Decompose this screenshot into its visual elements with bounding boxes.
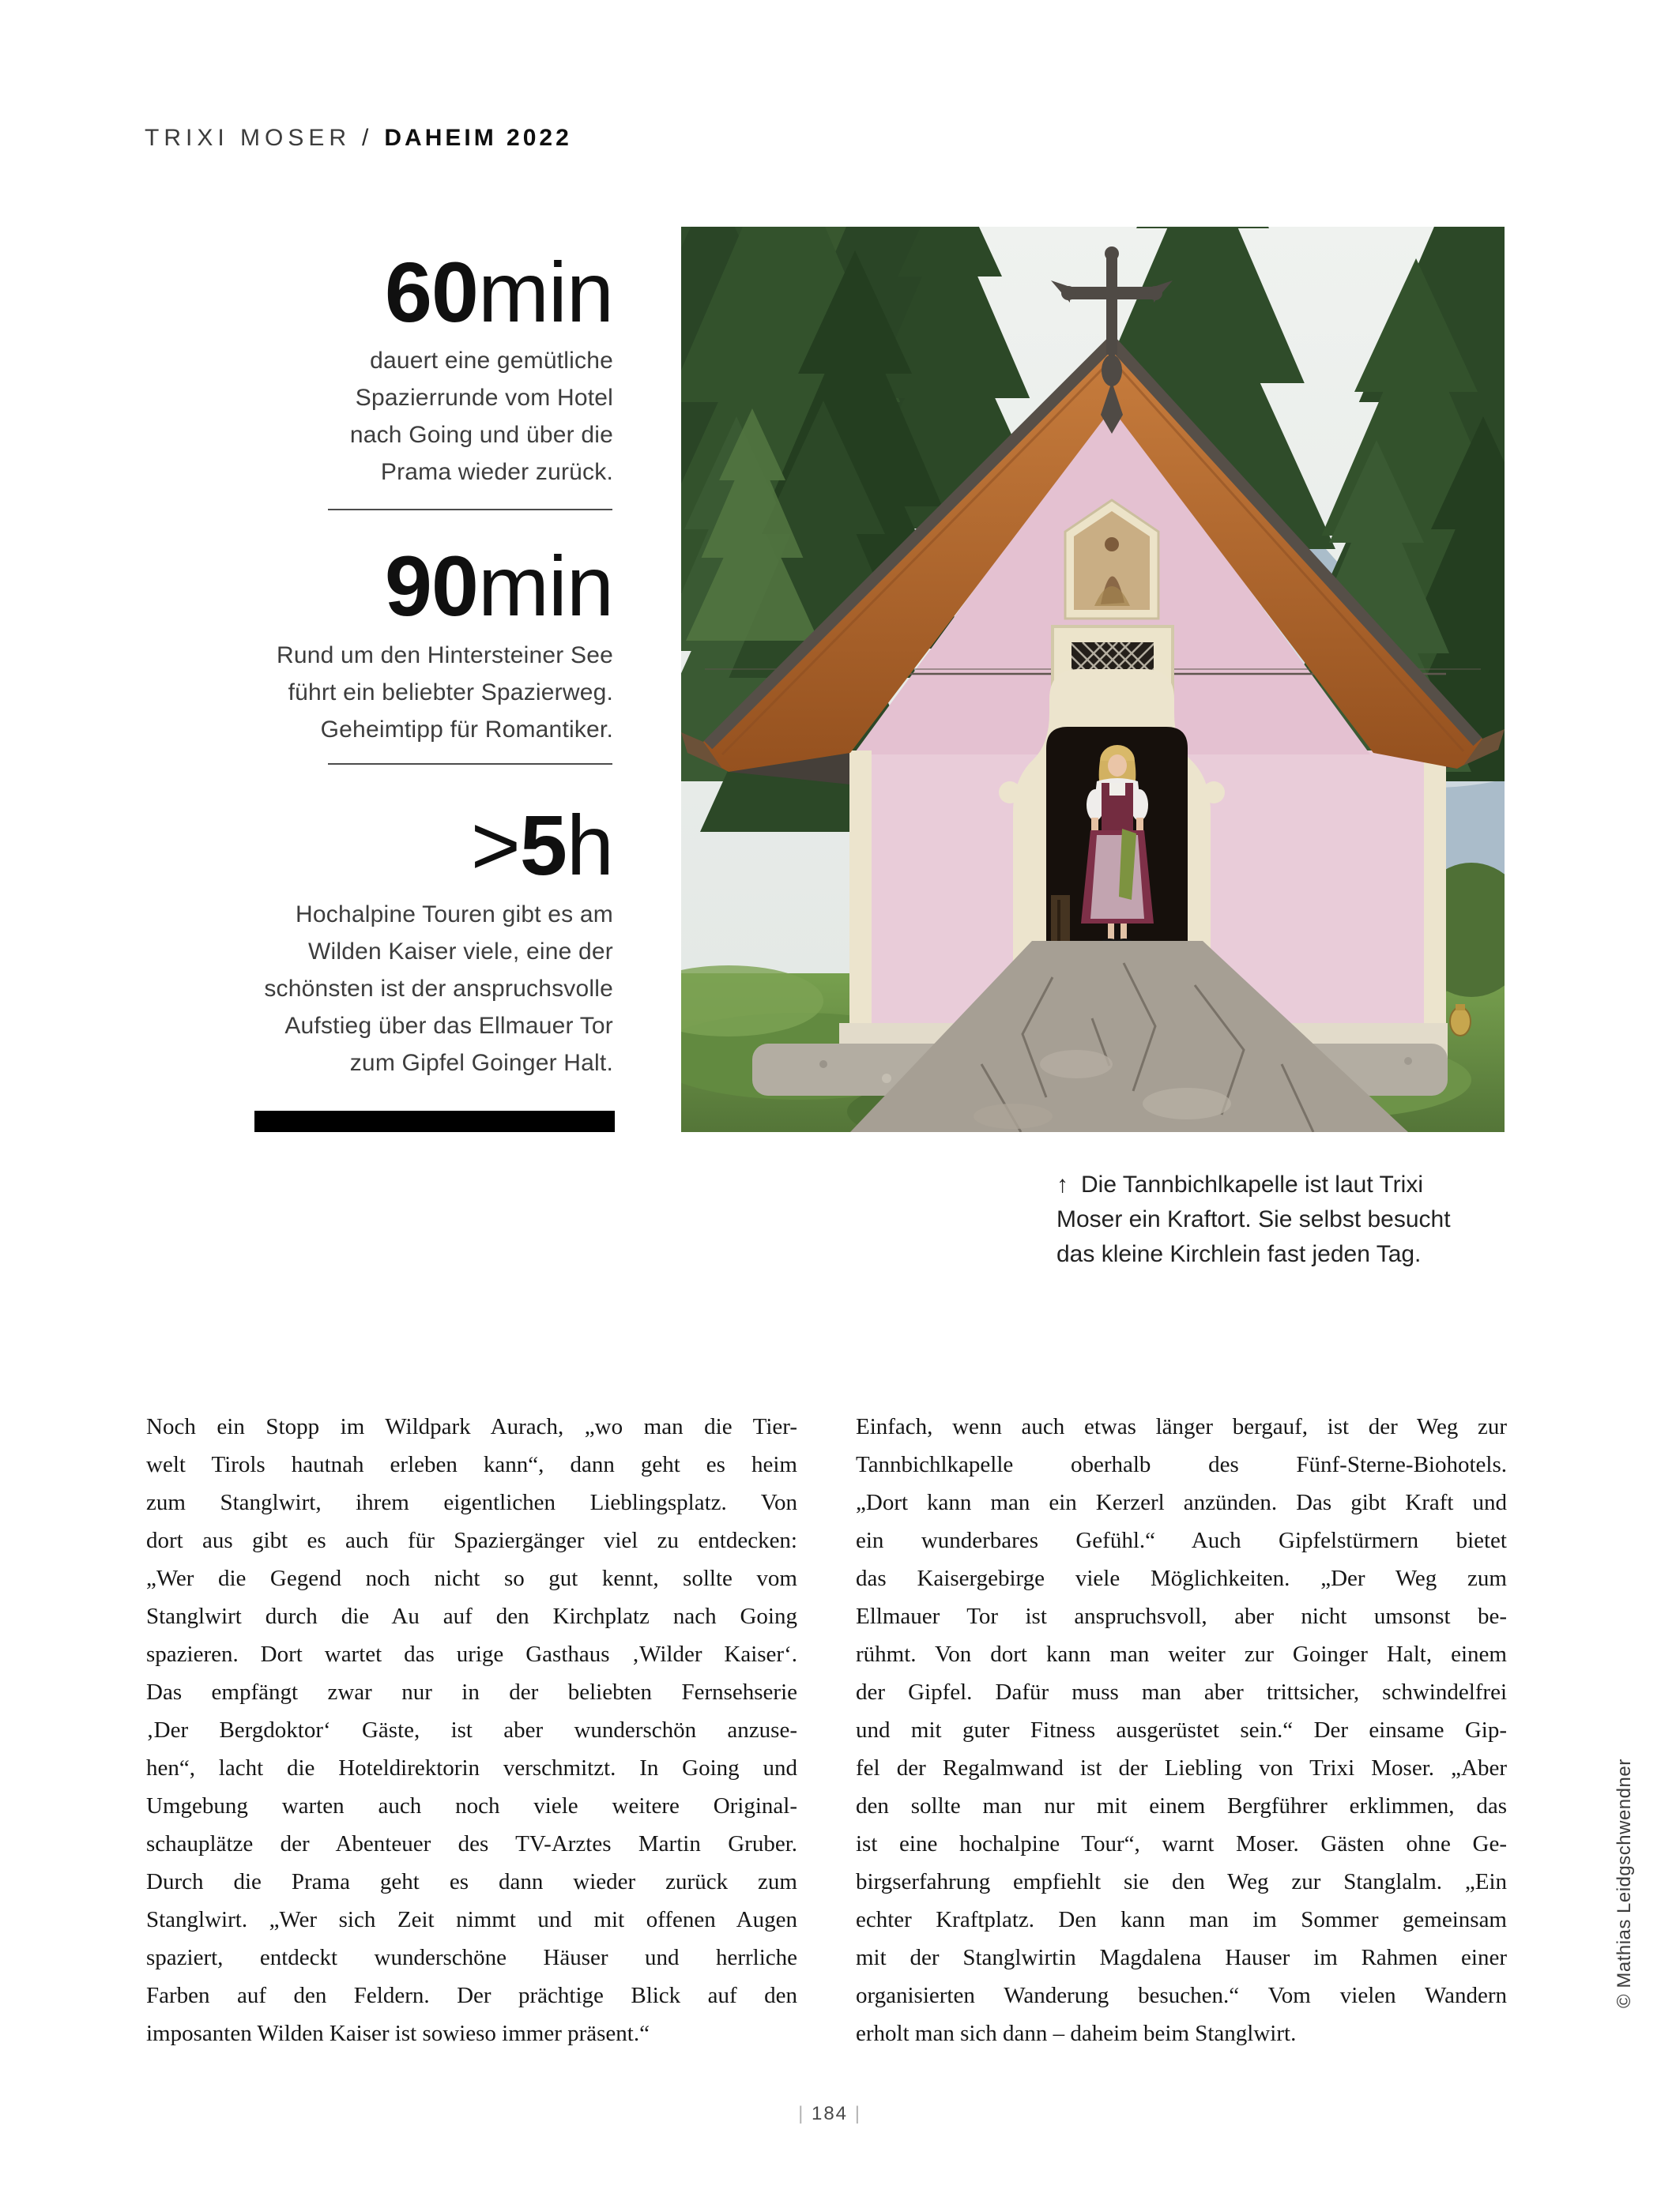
caption-line: Moser ein Kraftort. Sie selbst besucht	[1056, 1206, 1451, 1232]
divider-rule	[328, 509, 612, 510]
article-line: dort aus gibt es auch für Spaziergänger viel zu entdecken:	[146, 1528, 797, 1553]
article-line: spazieren. Dort wartet das urige Gasthaus ‚Wilder Kaiser‘.	[146, 1642, 797, 1667]
kicker-separator: /	[362, 125, 374, 151]
issue-title: DAHEIM 2022	[384, 125, 572, 151]
article-line: Ellmauer Tor ist anspruchsvoll, aber nicht umsonst be-	[856, 1604, 1507, 1629]
article-line: erholt man sich dann – daheim beim Stanglwirt.	[856, 2021, 1297, 2046]
article-line: Das empfängt zwar nur in der beliebten Fernsehserie	[146, 1680, 797, 1705]
stat-line: Spazierrunde vom Hotel	[355, 385, 613, 411]
article-line: und mit guter Fitness ausgerüstet sein.“ Der einsame Gip-	[856, 1717, 1507, 1743]
stat-line: Aufstieg über das Ellmauer Tor	[284, 1013, 613, 1039]
article-line: rühmt. Von dort kann man weiter zur Goinger Halt, einem	[856, 1642, 1507, 1667]
stat-line: Hochalpine Touren gibt es am	[296, 901, 613, 927]
stat-line: nach Going und über die	[349, 422, 613, 448]
page-number-bar: |	[854, 2103, 861, 2124]
article-line: das Kaisergebirge viele Möglichkeiten. „Der Weg zum	[856, 1566, 1507, 1591]
stat-line: zum Gipfel Goinger Halt.	[349, 1050, 613, 1076]
article-line: Umgebung warten auch noch viele weitere Original-	[146, 1793, 797, 1819]
article-line: echter Kraftplatz. Den kann man im Sommer gemeinsam	[856, 1907, 1507, 1932]
article-line: imposanten Wilden Kaiser ist sowieso immer präsent.“	[146, 2021, 650, 2046]
stats-column	[237, 0, 613, 1138]
stat-line: Wilden Kaiser viele, eine der	[308, 939, 613, 965]
article-column-right	[856, 1408, 1507, 2052]
author-name: TRIXI MOSER	[145, 125, 352, 151]
article-column-left	[146, 1408, 797, 2052]
article-line: mit der Stanglwirtin Magdalena Hauser im Rahmen einer	[856, 1945, 1507, 1970]
article-line: Durch die Prama geht es dann wieder zurück zum	[146, 1869, 797, 1894]
stat-line: schönsten ist der anspruchsvolle	[264, 976, 613, 1002]
article-line: ist eine hochalpine Tour“, warnt Moser. Gästen ohne Ge-	[856, 1831, 1507, 1856]
stat-value-5h: >5h	[470, 797, 613, 893]
stat-description-60min	[237, 342, 613, 491]
stat-line: Geheimtipp für Romantiker.	[320, 717, 613, 743]
stat-line: führt ein beliebter Spazierweg.	[288, 679, 613, 705]
article-line: Tannbichlkapelle oberhalb des Fünf-Sterne-Biohotels.	[856, 1452, 1507, 1477]
stat-line: Prama wieder zurück.	[380, 459, 613, 485]
chapel-photo-illustration	[681, 227, 1505, 1132]
article-line: zum Stanglwirt, ihrem eigentlichen Lieblingsplatz. Von	[146, 1490, 797, 1515]
page-number-bar: |	[798, 2103, 805, 2124]
article-line: Einfach, wenn auch etwas länger bergauf, ist der Weg zur	[856, 1414, 1507, 1439]
article-line: Stanglwirt durch die Au auf den Kirchplatz nach Going	[146, 1604, 797, 1629]
article-line: birgserfahrung empfiehlt sie den Weg zur Stanglalm. „Ein	[856, 1869, 1507, 1894]
caption-text: Die Tannbichlkapelle ist laut Trixi	[1081, 1172, 1423, 1198]
stat-value-90min: 90min	[384, 538, 613, 634]
up-arrow-icon: ↑	[1056, 1172, 1068, 1198]
article-line: schauplätze der Abenteuer des TV-Arztes Martin Gruber.	[146, 1831, 797, 1856]
article-line: spaziert, entdeckt wunderschöne Häuser und herrliche	[146, 1945, 797, 1970]
stat-line: Rund um den Hintersteiner See	[276, 642, 613, 668]
caption-line: das kleine Kirchlein fast jeden Tag.	[1056, 1241, 1422, 1267]
article-line: ‚Der Bergdoktor‘ Gäste, ist aber wunderschön anzuse-	[146, 1717, 797, 1743]
article-line: Stanglwirt. „Wer sich Zeit nimmt und mit offenen Augen	[146, 1907, 797, 1932]
article-line: ein wunderbares Gefühl.“ Auch Gipfelstürmern bietet	[856, 1528, 1507, 1553]
article-line: hen“, lacht die Hoteldirektorin verschmitzt. In Going und	[146, 1755, 797, 1781]
photo-caption	[1056, 1168, 1531, 1272]
article-line: „Wer die Gegend noch nicht so gut kennt, sollte vom	[146, 1566, 797, 1591]
stat-description-5h	[237, 896, 613, 1082]
article-line: „Dort kann man ein Kerzerl anzünden. Das gibt Kraft und	[856, 1490, 1507, 1515]
article-line: organisierten Wanderung besuchen.“ Vom vielen Wandern	[856, 1983, 1507, 2008]
article-line: welt Tirols hautnah erleben kann“, dann geht es heim	[146, 1452, 797, 1477]
caption-lines	[1056, 1202, 1531, 1272]
apron	[1090, 835, 1144, 919]
article-line: Farben auf den Feldern. Der prächtige Blick auf den	[146, 1983, 797, 2008]
photo-credit: © Mathias Leidgschwendner	[1614, 1759, 1635, 2008]
face	[1108, 754, 1127, 777]
stat-value-60min: 60min	[384, 244, 613, 340]
article-line: den sollte man nur mit einem Bergführer erklimmen, das	[856, 1793, 1507, 1819]
chapel-photo	[681, 227, 1505, 1132]
page-number-value: 184	[811, 2103, 849, 2124]
divider-rule	[328, 763, 612, 765]
article-line: Noch ein Stopp im Wildpark Aurach, „wo man die Tier-	[146, 1414, 797, 1439]
caption-line	[1056, 1168, 1531, 1202]
stat-line: dauert eine gemütliche	[370, 348, 613, 374]
page-number	[778, 2103, 881, 2125]
stat-description-90min	[237, 637, 613, 748]
article-line: der Gipfel. Dafür muss man aber trittsicher, schwindelfrei	[856, 1680, 1507, 1705]
decorative-black-bar	[254, 1111, 615, 1132]
article-line: fel der Regalmwand ist der Liebling von Trixi Moser. „Aber	[856, 1755, 1507, 1781]
